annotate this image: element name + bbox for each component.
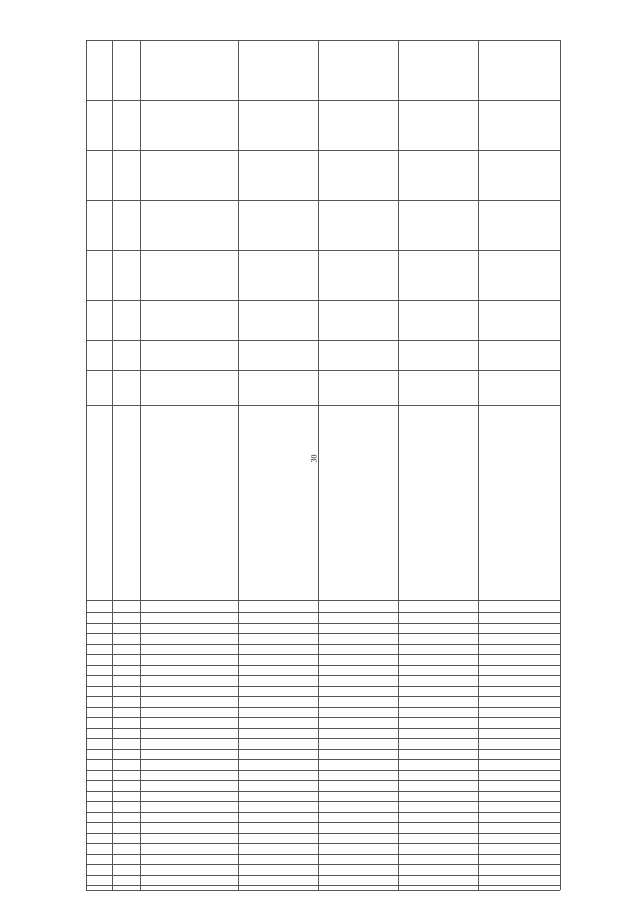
code-column-line xyxy=(86,717,560,718)
row-divider xyxy=(398,40,399,890)
code-column-line xyxy=(86,633,560,634)
code-column-line xyxy=(86,833,560,834)
section-divider xyxy=(86,300,560,301)
row-divider xyxy=(560,40,561,890)
code-column-line xyxy=(86,801,560,802)
code-column-line xyxy=(86,738,560,739)
code-column-line xyxy=(86,612,560,613)
code-column-line xyxy=(86,854,560,855)
section-divider xyxy=(86,150,560,151)
code-column-line xyxy=(86,644,560,645)
code-column-line xyxy=(86,822,560,823)
page-number: 30 xyxy=(309,454,319,463)
header-divider xyxy=(112,40,113,890)
code-column-line xyxy=(86,623,560,624)
section-divider xyxy=(86,340,560,341)
table-border-bottom xyxy=(86,890,560,891)
section-divider xyxy=(86,100,560,101)
code-column-line xyxy=(86,728,560,729)
code-column-line xyxy=(86,791,560,792)
row-divider xyxy=(478,40,479,890)
code-column-line xyxy=(86,864,560,865)
row-divider xyxy=(140,40,141,890)
code-column-line xyxy=(86,749,560,750)
code-column-line xyxy=(86,875,560,876)
table-border-top xyxy=(86,40,560,41)
row-divider xyxy=(238,40,239,890)
row-divider xyxy=(318,40,319,890)
code-column-line xyxy=(86,675,560,676)
code-column-line xyxy=(86,843,560,844)
code-column-line xyxy=(86,770,560,771)
table-border-left xyxy=(86,40,87,890)
code-column-line xyxy=(86,759,560,760)
code-column-line xyxy=(86,686,560,687)
code-column-line xyxy=(86,812,560,813)
code-column-line xyxy=(86,665,560,666)
section-divider xyxy=(86,200,560,201)
section-divider xyxy=(86,250,560,251)
code-column-line xyxy=(86,696,560,697)
code-column-line xyxy=(86,780,560,781)
code-column-line xyxy=(86,885,560,886)
section-divider xyxy=(86,600,560,601)
code-column-line xyxy=(86,707,560,708)
code-column-line xyxy=(86,654,560,655)
section-divider xyxy=(86,405,560,406)
section-divider xyxy=(86,370,560,371)
